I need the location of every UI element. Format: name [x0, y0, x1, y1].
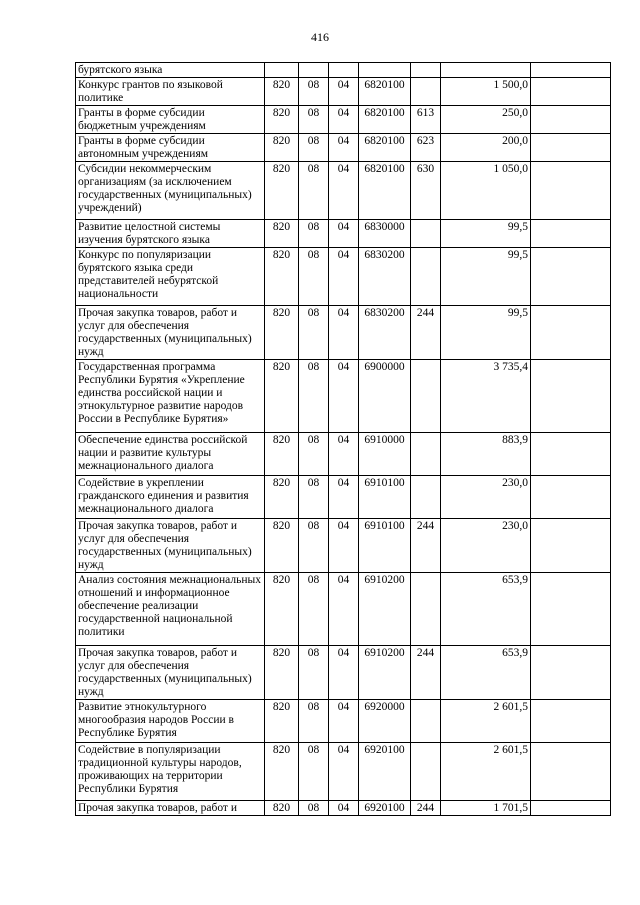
- table-row: [76, 306, 611, 360]
- row-name-cell: Прочая закупка товаров, работ и услуг для обеспечения государственных (муниципальных) нужд: [76, 519, 265, 573]
- table-row: [76, 801, 611, 816]
- subsection-cell: 04: [329, 743, 359, 801]
- row-name-cell: Развитие целостной системы изучения бурятского языка: [76, 220, 265, 248]
- table-row: [76, 743, 611, 801]
- table-row: [76, 220, 611, 248]
- expense-type-cell: [411, 220, 441, 248]
- subsection-cell: 04: [329, 248, 359, 306]
- amount-cell: 2 601,5: [441, 700, 531, 743]
- empty-cell: [531, 248, 611, 306]
- subsection-cell: 04: [329, 360, 359, 433]
- row-name-cell: Гранты в форме субсидии автономным учреждениям: [76, 134, 265, 162]
- section-cell: 08: [299, 573, 329, 646]
- expense-type-cell: 244: [411, 801, 441, 816]
- section-cell: 08: [299, 433, 329, 476]
- admin-code-cell: 820: [265, 134, 299, 162]
- table-row: [76, 476, 611, 519]
- table-row: [76, 106, 611, 134]
- section-cell: 08: [299, 646, 329, 700]
- section-cell: 08: [299, 743, 329, 801]
- expense-type-cell: [411, 573, 441, 646]
- subsection-cell: 04: [329, 106, 359, 134]
- amount-cell: 2 601,5: [441, 743, 531, 801]
- admin-code-cell: 820: [265, 433, 299, 476]
- amount-cell: 99,5: [441, 306, 531, 360]
- page-number: 416: [311, 30, 329, 44]
- admin-code-cell: 820: [265, 106, 299, 134]
- row-name-cell: Анализ состояния межнациональных отношений и информационное обеспечение реализации государственной национальной политики: [76, 573, 265, 646]
- expense-type-cell: 630: [411, 162, 441, 220]
- amount-cell: 1 050,0: [441, 162, 531, 220]
- empty-cell: [531, 519, 611, 573]
- target-article-cell: 6920000: [359, 700, 411, 743]
- subsection-cell: 04: [329, 134, 359, 162]
- expense-type-cell: [411, 360, 441, 433]
- empty-cell: [531, 106, 611, 134]
- subsection-cell: 04: [329, 220, 359, 248]
- amount-cell: 1 701,5: [441, 801, 531, 816]
- subsection-cell: 04: [329, 646, 359, 700]
- row-name-cell: Субсидии некоммерческим организациям (за исключением государственных (муниципальных) учреждений): [76, 162, 265, 220]
- admin-code-cell: [265, 63, 299, 78]
- empty-cell: [531, 134, 611, 162]
- row-name-cell: Обеспечение единства российской нации и развитие культуры межнационального диалога: [76, 433, 265, 476]
- amount-cell: 3 735,4: [441, 360, 531, 433]
- admin-code-cell: 820: [265, 248, 299, 306]
- empty-cell: [531, 700, 611, 743]
- target-article-cell: 6910200: [359, 573, 411, 646]
- expense-type-cell: [411, 63, 441, 78]
- admin-code-cell: 820: [265, 801, 299, 816]
- admin-code-cell: 820: [265, 306, 299, 360]
- amount-cell: 250,0: [441, 106, 531, 134]
- table-row: [76, 573, 611, 646]
- amount-cell: 99,5: [441, 220, 531, 248]
- table-row: [76, 134, 611, 162]
- table-row: [76, 433, 611, 476]
- admin-code-cell: 820: [265, 78, 299, 106]
- amount-cell: 230,0: [441, 519, 531, 573]
- section-cell: 08: [299, 476, 329, 519]
- subsection-cell: 04: [329, 78, 359, 106]
- row-name-cell: Прочая закупка товаров, работ и: [76, 801, 265, 816]
- admin-code-cell: 820: [265, 360, 299, 433]
- subsection-cell: 04: [329, 519, 359, 573]
- expense-type-cell: 623: [411, 134, 441, 162]
- empty-cell: [531, 220, 611, 248]
- expense-type-cell: 244: [411, 519, 441, 573]
- empty-cell: [531, 476, 611, 519]
- target-article-cell: 6920100: [359, 801, 411, 816]
- empty-cell: [531, 573, 611, 646]
- empty-cell: [531, 78, 611, 106]
- table-row: [76, 519, 611, 573]
- empty-cell: [531, 433, 611, 476]
- subsection-cell: 04: [329, 433, 359, 476]
- target-article-cell: 6830000: [359, 220, 411, 248]
- target-article-cell: 6820100: [359, 78, 411, 106]
- subsection-cell: 04: [329, 700, 359, 743]
- section-cell: 08: [299, 248, 329, 306]
- expense-type-cell: [411, 743, 441, 801]
- amount-cell: 1 500,0: [441, 78, 531, 106]
- amount-cell: 99,5: [441, 248, 531, 306]
- section-cell: 08: [299, 78, 329, 106]
- expense-type-cell: [411, 700, 441, 743]
- expense-type-cell: [411, 78, 441, 106]
- table-row: [76, 360, 611, 433]
- empty-cell: [531, 646, 611, 700]
- row-name-cell: Прочая закупка товаров, работ и услуг для обеспечения государственных (муниципальных) нужд: [76, 646, 265, 700]
- table-row: [76, 700, 611, 743]
- expense-type-cell: 244: [411, 646, 441, 700]
- row-name-cell: Содействие в укреплении гражданского единения и развития межнационального диалога: [76, 476, 265, 519]
- amount-cell: 653,9: [441, 573, 531, 646]
- expense-type-cell: 613: [411, 106, 441, 134]
- section-cell: 08: [299, 162, 329, 220]
- amount-cell: 230,0: [441, 476, 531, 519]
- section-cell: 08: [299, 700, 329, 743]
- row-name-cell: Гранты в форме субсидии бюджетным учреждениям: [76, 106, 265, 134]
- empty-cell: [531, 801, 611, 816]
- section-cell: 08: [299, 519, 329, 573]
- admin-code-cell: 820: [265, 573, 299, 646]
- amount-cell: 200,0: [441, 134, 531, 162]
- target-article-cell: 6910000: [359, 433, 411, 476]
- empty-cell: [531, 306, 611, 360]
- row-name-cell: бурятского языка: [76, 63, 265, 78]
- row-name-cell: Содействие в популяризации традиционной культуры народов, проживающих на территории Республики Бурятия: [76, 743, 265, 801]
- target-article-cell: 6910100: [359, 519, 411, 573]
- subsection-cell: 04: [329, 476, 359, 519]
- target-article-cell: [359, 63, 411, 78]
- table-row: [76, 63, 611, 78]
- table-row: [76, 78, 611, 106]
- target-article-cell: 6920100: [359, 743, 411, 801]
- empty-cell: [531, 63, 611, 78]
- budget-table: [75, 62, 611, 816]
- target-article-cell: 6830200: [359, 306, 411, 360]
- target-article-cell: 6910200: [359, 646, 411, 700]
- row-name-cell: Прочая закупка товаров, работ и услуг для обеспечения государственных (муниципальных) нужд: [76, 306, 265, 360]
- amount-cell: [441, 63, 531, 78]
- target-article-cell: 6830200: [359, 248, 411, 306]
- empty-cell: [531, 162, 611, 220]
- subsection-cell: 04: [329, 306, 359, 360]
- row-name-cell: Конкурс грантов по языковой политике: [76, 78, 265, 106]
- section-cell: 08: [299, 106, 329, 134]
- empty-cell: [531, 743, 611, 801]
- target-article-cell: 6820100: [359, 162, 411, 220]
- subsection-cell: [329, 63, 359, 78]
- row-name-cell: Развитие этнокультурного многообразия народов России в Республике Бурятия: [76, 700, 265, 743]
- target-article-cell: 6900000: [359, 360, 411, 433]
- expense-type-cell: [411, 476, 441, 519]
- expense-type-cell: [411, 248, 441, 306]
- section-cell: 08: [299, 134, 329, 162]
- row-name-cell: Государственная программа Республики Бурятия «Укрепление единства российской нации и этнокультурное развитие народов России в Республике Бурятия»: [76, 360, 265, 433]
- section-cell: [299, 63, 329, 78]
- section-cell: 08: [299, 306, 329, 360]
- expense-type-cell: 244: [411, 306, 441, 360]
- target-article-cell: 6910100: [359, 476, 411, 519]
- subsection-cell: 04: [329, 162, 359, 220]
- admin-code-cell: 820: [265, 700, 299, 743]
- expense-type-cell: [411, 433, 441, 476]
- section-cell: 08: [299, 360, 329, 433]
- admin-code-cell: 820: [265, 220, 299, 248]
- table-row: [76, 646, 611, 700]
- admin-code-cell: 820: [265, 519, 299, 573]
- section-cell: 08: [299, 801, 329, 816]
- target-article-cell: 6820100: [359, 134, 411, 162]
- row-name-cell: Конкурс по популяризации бурятского языка среди представителей небурятской национальности: [76, 248, 265, 306]
- table-row: [76, 162, 611, 220]
- subsection-cell: 04: [329, 801, 359, 816]
- table-row: [76, 248, 611, 306]
- empty-cell: [531, 360, 611, 433]
- subsection-cell: 04: [329, 573, 359, 646]
- admin-code-cell: 820: [265, 743, 299, 801]
- section-cell: 08: [299, 220, 329, 248]
- amount-cell: 883,9: [441, 433, 531, 476]
- target-article-cell: 6820100: [359, 106, 411, 134]
- admin-code-cell: 820: [265, 646, 299, 700]
- admin-code-cell: 820: [265, 162, 299, 220]
- amount-cell: 653,9: [441, 646, 531, 700]
- admin-code-cell: 820: [265, 476, 299, 519]
